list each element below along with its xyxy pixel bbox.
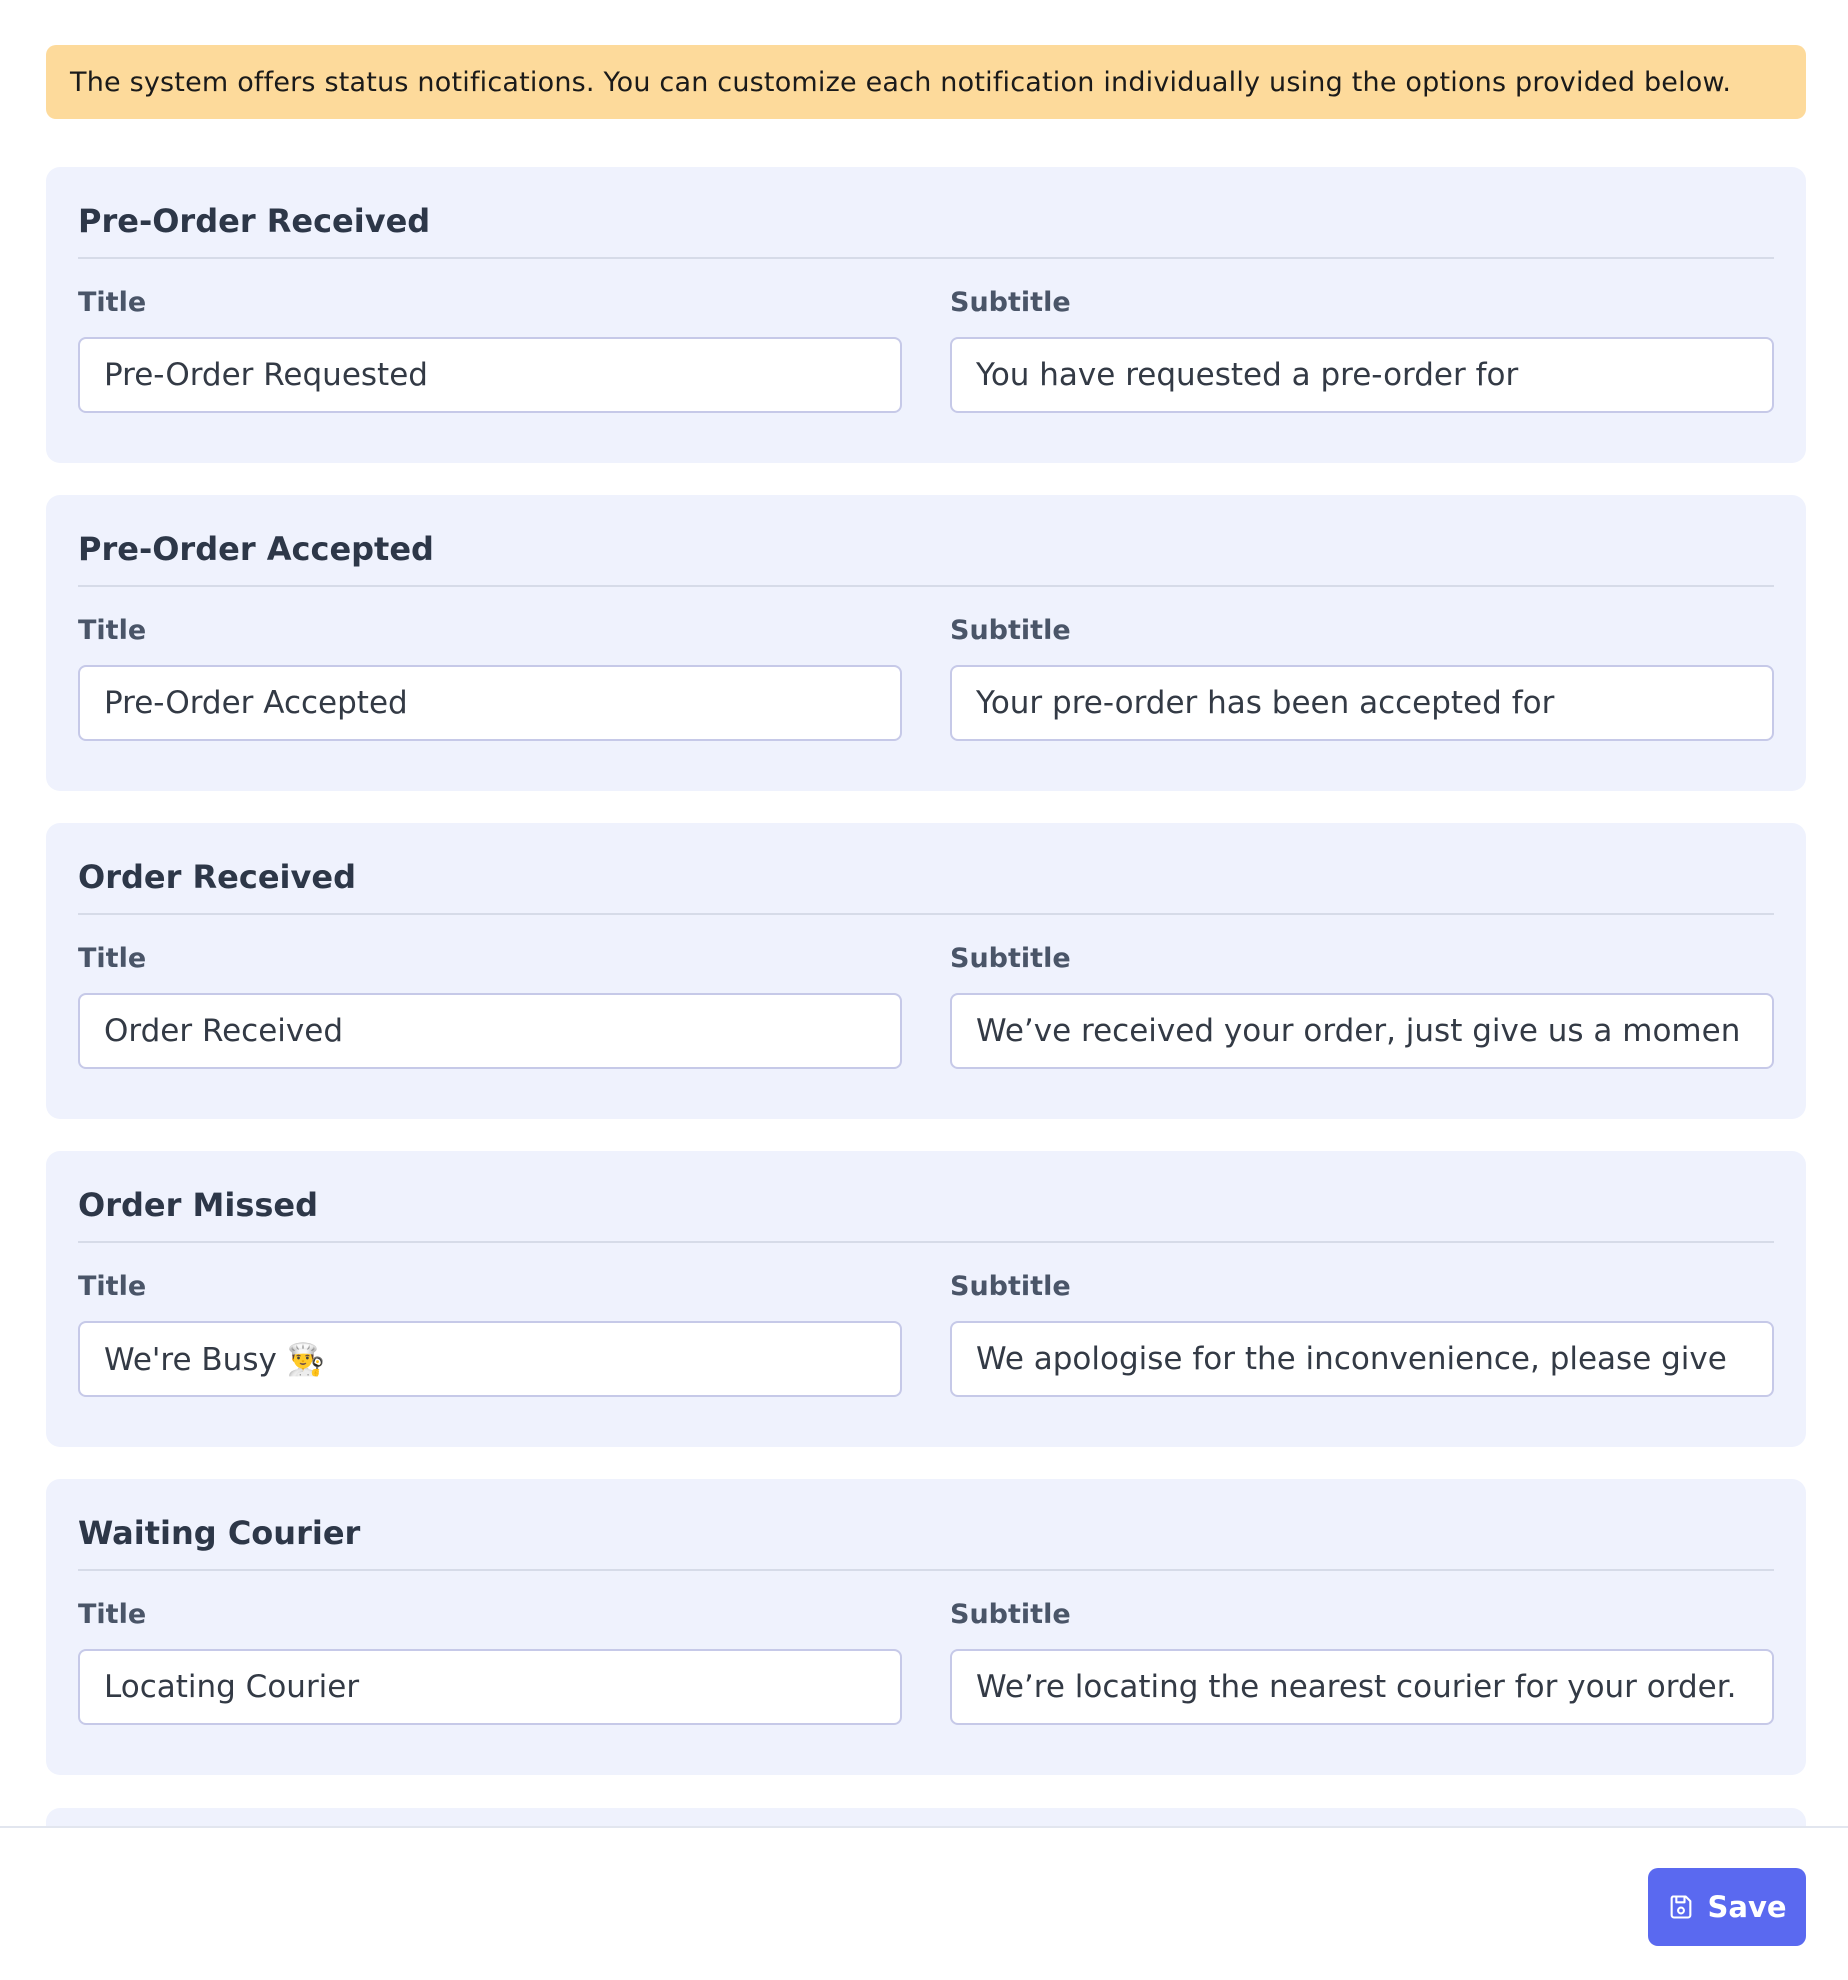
title-field (78, 615, 902, 741)
fields-row (78, 943, 1774, 1069)
title-field (78, 1599, 902, 1725)
divider (78, 913, 1774, 915)
card-heading: Order Missed (78, 1186, 319, 1224)
title-label: Title (78, 943, 147, 974)
subtitle-field (950, 943, 1774, 1069)
subtitle-label: Subtitle (950, 1599, 1071, 1630)
title-label: Title (78, 287, 147, 318)
divider (78, 1569, 1774, 1571)
footer-bar (0, 1826, 1848, 1980)
subtitle-label: Subtitle (950, 1271, 1071, 1302)
fields-row (78, 287, 1774, 413)
subtitle-label: Subtitle (950, 287, 1071, 318)
card-heading: Pre-Order Received (78, 202, 431, 240)
card-heading: Pre-Order Accepted (78, 530, 434, 568)
notification-card-waiting-courier (46, 1479, 1806, 1775)
title-label: Title (78, 1599, 147, 1630)
subtitle-input[interactable] (950, 1321, 1774, 1397)
title-field (78, 287, 902, 413)
fields-row (78, 1271, 1774, 1397)
title-input[interactable] (78, 993, 902, 1069)
save-button-label: Save (1707, 1890, 1787, 1924)
notification-card-order-missed (46, 1151, 1806, 1447)
subtitle-field (950, 1271, 1774, 1397)
fields-row (78, 615, 1774, 741)
title-field (78, 1271, 902, 1397)
divider (78, 585, 1774, 587)
floppy-disk-icon (1667, 1893, 1695, 1921)
info-alert (46, 45, 1806, 119)
fields-row (78, 1599, 1774, 1725)
subtitle-input[interactable] (950, 337, 1774, 413)
title-label: Title (78, 1271, 147, 1302)
info-alert-text: The system offers status notifications. You can customize each notification individually using the options provided below. (70, 66, 1732, 98)
subtitle-field (950, 615, 1774, 741)
subtitle-input[interactable] (950, 993, 1774, 1069)
notification-card-order-received (46, 823, 1806, 1119)
notification-card-pre-order-received (46, 167, 1806, 463)
save-button[interactable] (1648, 1868, 1806, 1946)
title-input[interactable] (78, 337, 902, 413)
notification-cards (46, 167, 1806, 1775)
subtitle-input[interactable] (950, 665, 1774, 741)
subtitle-label: Subtitle (950, 615, 1071, 646)
notification-card-pre-order-accepted (46, 495, 1806, 791)
title-label: Title (78, 615, 147, 646)
subtitle-field (950, 287, 1774, 413)
divider (78, 257, 1774, 259)
subtitle-field (950, 1599, 1774, 1725)
notification-settings (46, 45, 1806, 1807)
title-field (78, 943, 902, 1069)
title-input[interactable] (78, 1649, 902, 1725)
divider (78, 1241, 1774, 1243)
subtitle-label: Subtitle (950, 943, 1071, 974)
subtitle-input[interactable] (950, 1649, 1774, 1725)
title-input[interactable] (78, 665, 902, 741)
card-heading: Order Received (78, 858, 356, 896)
card-heading: Waiting Courier (78, 1514, 361, 1552)
title-input[interactable] (78, 1321, 902, 1397)
